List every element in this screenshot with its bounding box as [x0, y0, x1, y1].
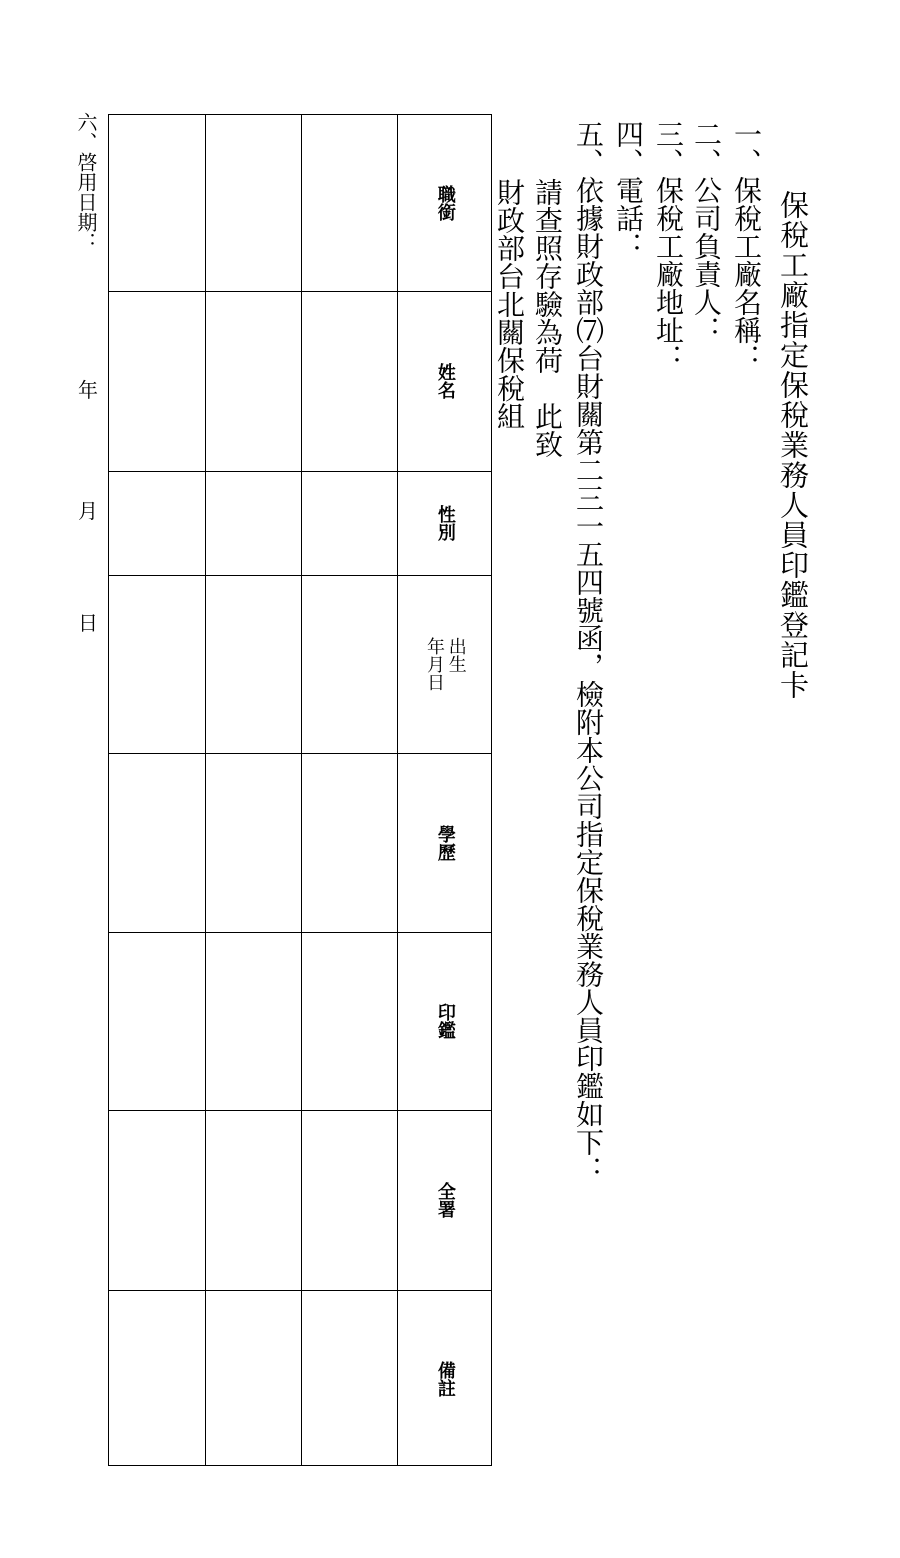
header-seal: 印鑑: [434, 1003, 456, 1039]
header-sex: 性別: [434, 505, 456, 541]
item-basis-statement: 五、依據財政部⑺台財關第二三一五四號函，檢附本公司指定保稅業務人員印鑑如下：: [572, 120, 605, 1184]
header-birth-cell: [397, 575, 493, 753]
header-birth-line1: 出生: [445, 637, 467, 673]
item-company-representative: 二、公司負責人：: [690, 120, 723, 344]
header-remarks-cell: [397, 1290, 493, 1467]
header-title: 職銜: [434, 185, 456, 221]
header-birth-line2: 年月日: [424, 637, 445, 691]
person-column-1[interactable]: [301, 115, 397, 1467]
header-name: 姓名: [434, 363, 456, 399]
start-date-block: [70, 112, 106, 652]
person-column-3[interactable]: [109, 115, 205, 1467]
header-education-cell: [397, 753, 493, 932]
header-signature: 全署: [434, 1182, 456, 1218]
header-signature-cell: [397, 1110, 493, 1290]
day-unit: 日: [78, 611, 98, 635]
seal-registration-table: [108, 114, 492, 1466]
start-date-label: 六、啓用日期：: [74, 112, 98, 252]
person-column-2[interactable]: [205, 115, 301, 1467]
recipient-line: 財政部台北關保稅組: [493, 178, 526, 430]
header-remarks: 備註: [434, 1360, 456, 1397]
month-unit: 月: [78, 499, 98, 523]
item-factory-address: 三、保稅工廠地址：: [652, 120, 685, 372]
header-name-cell: [397, 291, 493, 471]
document-title: 保稅工廠指定保稅業務人員印鑑登記卡: [776, 190, 810, 700]
header-sex-cell: [397, 471, 493, 575]
closing-line: 請查照存驗為荷 此致: [531, 178, 564, 458]
year-unit: 年: [78, 378, 98, 402]
item-telephone: 四、電話：: [612, 120, 645, 260]
header-title-cell: [397, 115, 493, 291]
item-factory-name: 一、保稅工廠名稱：: [730, 120, 763, 372]
header-education: 學歷: [434, 824, 456, 861]
header-seal-cell: [397, 932, 493, 1110]
